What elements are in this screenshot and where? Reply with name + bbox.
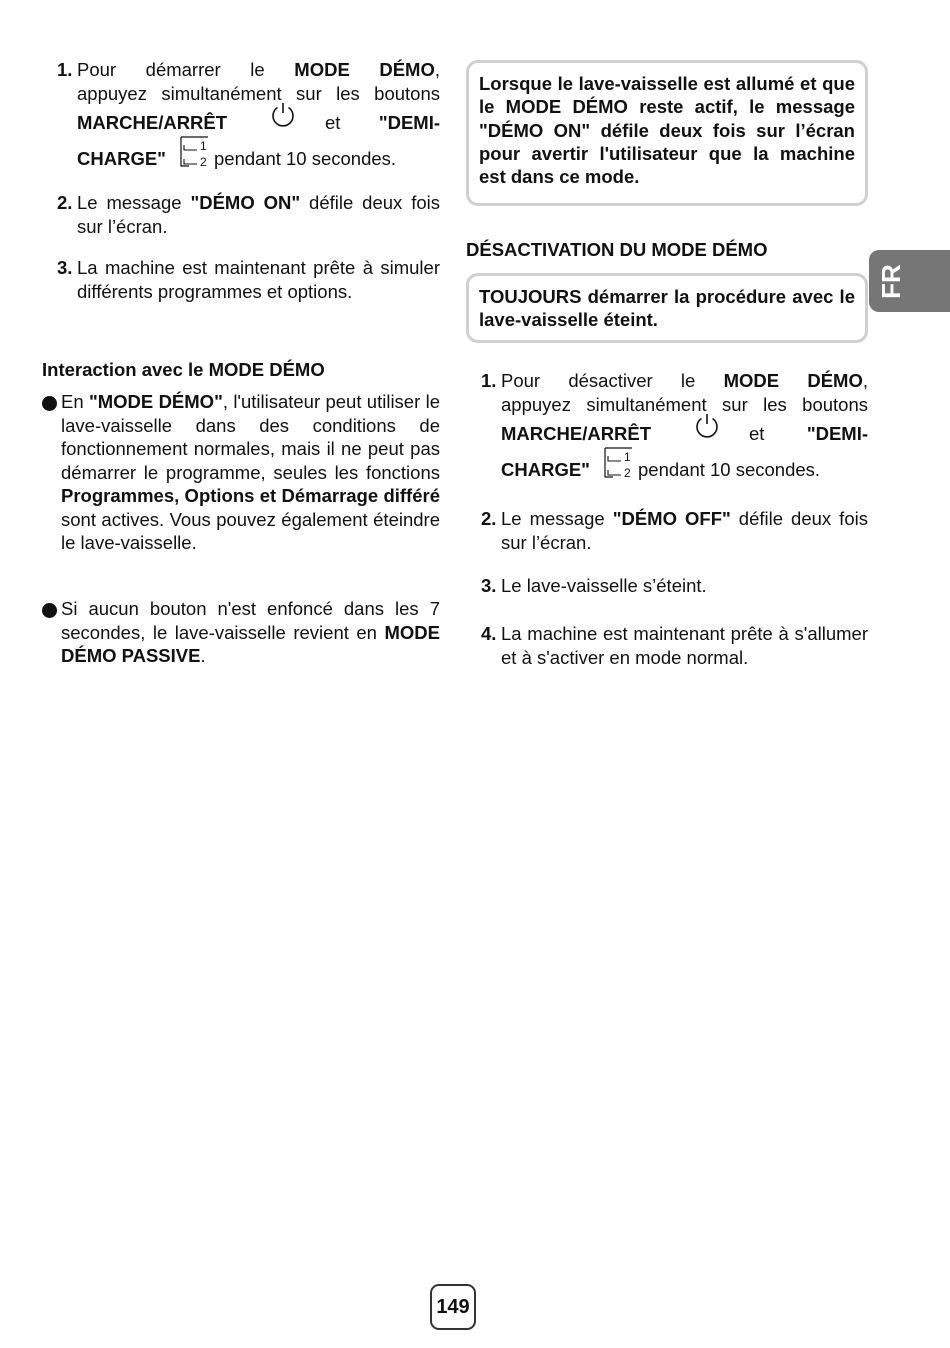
power-button-label: MARCHE/ARRÊT: [501, 423, 652, 444]
warning-box-always-off: TOUJOURS démarrer la procédure avec le lave-vaisselle éteint.: [466, 273, 868, 343]
step-line: appuyez simultanément sur les boutons: [77, 82, 440, 104]
svg-text:1: 1: [624, 450, 631, 464]
step-number: 4.: [481, 623, 497, 644]
bullet-dot-icon: [42, 603, 57, 618]
step-text: Le lave-vaisselle s’éteint.: [501, 575, 707, 596]
step-text: La machine est maintenant prête à simuler différents programmes et options.: [77, 257, 440, 302]
step-number: 1.: [481, 370, 497, 391]
step-number: 1.: [57, 59, 73, 80]
half-load-icon: [178, 135, 212, 169]
step-line: Pour désactiver le MODE DÉMO,: [501, 370, 868, 391]
step-text: Le message "DÉMO OFF" défile deux fois sur l’écran.: [501, 508, 868, 553]
power-icon: [693, 412, 721, 440]
page-number: 149: [430, 1284, 476, 1330]
language-tab-label: FR: [875, 263, 906, 299]
svg-text:2: 2: [624, 466, 631, 480]
svg-text:1: 1: [200, 139, 207, 153]
bullet-text: Si aucun bouton n'est enfoncé dans les 7 secondes, le lave-vaisselle revient en MODE DÉMO PASSIVE.: [61, 598, 440, 666]
section-heading-deactivation: DÉSACTIVATION DU MODE DÉMO: [466, 239, 768, 260]
step-text: Le message "DÉMO ON" défile deux fois sur l’écran.: [77, 192, 440, 237]
half-load-icon: [602, 446, 636, 480]
half-load-button-label: "DEMI-: [378, 112, 440, 133]
step-line: appuyez simultanément sur les boutons: [501, 393, 868, 415]
power-icon: [269, 101, 297, 129]
step-number: 3.: [57, 257, 73, 278]
step-number: 2.: [57, 192, 73, 213]
bullet-text: En "MODE DÉMO", l'utilisateur peut utiliser le lave-vaisselle dans des conditions de fonctionnement normales, mais il ne peut pas démarrer le programme, seules les fonctions Programmes, Options et Démarrage différé sont actives. Vous pouvez également éteindre le lave-vaisselle.: [61, 391, 440, 553]
half-load-button-label: "DEMI-: [806, 423, 868, 444]
power-button-label: MARCHE/ARRÊT: [77, 112, 228, 133]
svg-text:2: 2: [200, 155, 207, 169]
step-number: 2.: [481, 508, 497, 529]
step-number: 3.: [481, 575, 497, 596]
section-heading-interaction: Interaction avec le MODE DÉMO: [42, 359, 325, 380]
step-text: La machine est maintenant prête à s'allumer et à s'activer en mode normal.: [501, 623, 868, 668]
step-line: Pour démarrer le MODE DÉMO,: [77, 59, 441, 80]
bullet-dot-icon: [42, 396, 57, 411]
info-box-demo-active: Lorsque le lave-vaisselle est allumé et que le MODE DÉMO reste actif, le message "DÉMO ON" défile deux fois sur l’écran pour avertir l'utilisateur que la machine est dans ce mode.: [466, 60, 868, 206]
